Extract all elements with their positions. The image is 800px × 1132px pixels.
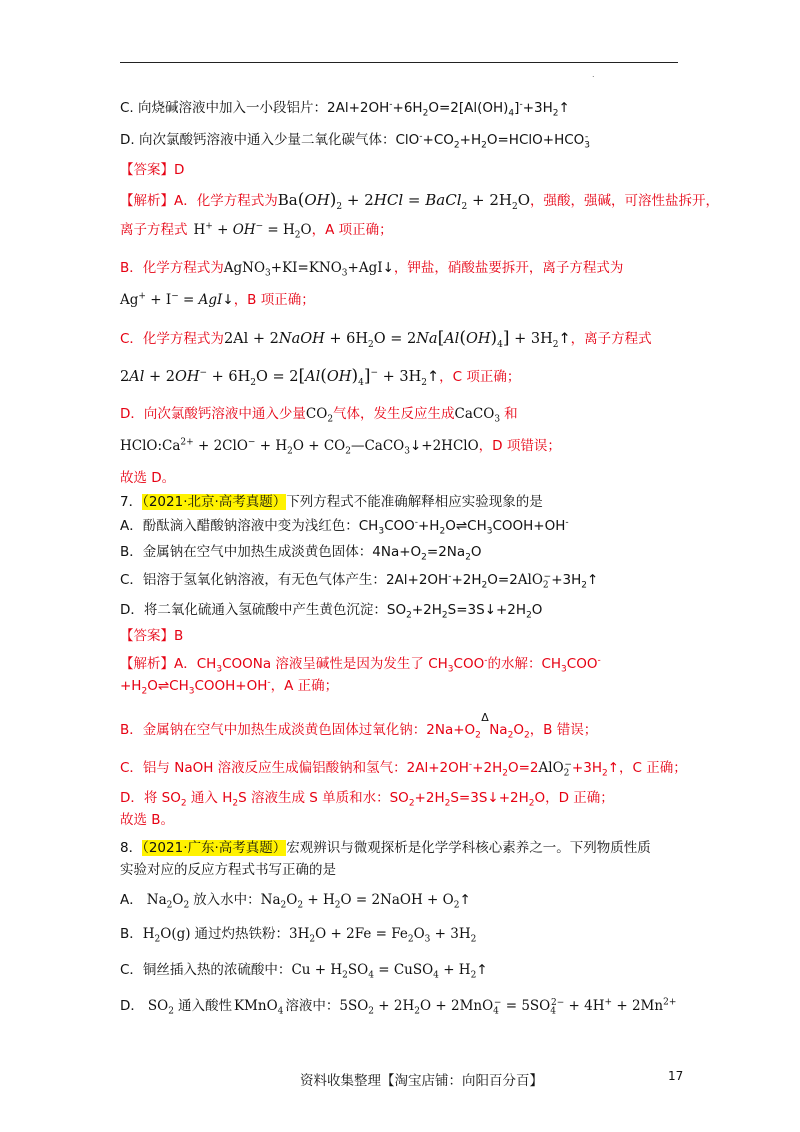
q7-option-a: A．酚酞滴入醋酸钠溶液中变为浅红色：$CH_3COO^-+H_2O\rightleftharpoons CH_3COOH+OH^-$ [120,517,569,537]
q6-analysis-a: 【解析】A．化学方程式为$Ba(OH)_2 + 2HCl$ = BaCl$_2$ + $2H_2O$，强酸，强碱，可溶性盐拆开， [120,190,720,212]
q8-option-d: D． $SO_2$ 通入酸性 KMnO$_4$ 溶液中：$5SO_2 + 2H_2O + 2MnO_4^- = 5SO_4^{2-} + 4H^+ + 2Mn^{2+}$ [120,997,677,1017]
q7-analysis-b: B．金属钠在空气中加热生成淡黄色固体过氧化钠：$2Na+O_2$ Δ $Na_2O_2$，B 错误； [120,720,597,740]
q6-analysis-d-eq: $HClO:Ca^{2+} + 2ClO^- + H_2O$ + $CO_2—CaCO_3↓+2HClO$，D 项错误； [120,437,561,457]
q8-option-c: C．铜丝插入热的浓硫酸中：$Cu + H_2SO_4$ = CuSO$_4$ + $H_2↑$ [120,962,488,981]
q8-option-a: A． $Na_2O_2$ 放入水中：$Na_2O_2 + H_2O$ = 2NaOH + $O_2↑$ [120,892,471,911]
header-rule [120,62,678,63]
q7-analysis-d: D．将 $SO_2$ 通入 $H_2S$ 溶液生成 S 单质和水：$SO_2+2H_2S=3S↓+2H_2O$，D 正确； [120,790,614,809]
q6-answer: 【答案】D [120,162,185,178]
footer-text: 资料收集整理【淘宝店铺：向阳百分百】 [300,1073,543,1089]
header-dot: . [592,70,595,79]
q6-analysis-b: B．化学方程式为$AgNO_3+KI=KNO_3+AgI↓$，钾盐，硝酸盐要拆开，离子方程式为 [120,260,624,279]
q7-option-c: C．铝溶于氢氧化钠溶液，有无色气体产生：$2Al+2OH^-+2H_2O=2AlO_2^-+3H_2↑$ [120,571,599,591]
q8-source-tag: （2021·广东·高考真题） [142,840,287,856]
q7-analysis-c: C．铝与 NaOH 溶液反应生成偏铝酸钠和氢气：$2Al+2OH^-+2H_2O=2AlO_2^-+3H_2↑$，C 正确； [120,759,687,779]
q7-analysis-a: 【解析】A．$CH_3COONa$ 溶液呈碱性是因为发生了 $CH_3COO^-$的水解：$CH_3COO^-$ [120,655,601,675]
page-number: 17 [668,1069,684,1083]
q7-analysis-a-cont: $+H_2O\rightleftharpoons CH_3COOH+OH^-$，A 正确； [120,677,339,697]
q7-conclusion: 故选 B。 [120,812,175,828]
q6-analysis-c: C．化学方程式为2Al + 2NaOH + $6H_2O = 2Na[Al(OH)_4]$ + $3H_2↑$，离子方程式 [120,328,652,350]
q8-option-b: B．$H_2O(g)$ 通过灼热铁粉：$3H_2O + 2Fe = Fe_2O_3 + 3H_2$ [120,926,477,945]
q7-answer: 【答案】B [120,628,184,644]
q7-option-d: D．将二氧化硫通入氢硫酸中产生黄色沉淀：$SO_2+2H_2S=3S↓+2H_2O$ [120,602,543,621]
q6-analysis-c-ionic: $2Al + 2OH^- + 6H_2O = 2[Al(OH)_4]^-$ + $3H_2↑$，C 项正确； [120,366,521,388]
q8-stem: 8．（2021·广东·高考真题）宏观辨识与微观探析是化学学科核心素养之一。下列物质性质 [120,840,651,856]
q6-option-d: D. 向次氯酸钙溶液中通入少量二氧化碳气体：$ClO^-+CO_2+H_2O=HClO+HCO_3^-$ [120,131,591,151]
q6-analysis-d: D．向次氯酸钙溶液中通入少量$CO_2$气体，发生反应生成CaCO$_3$ 和 [120,406,518,425]
q7-source-tag: （2021·北京·高考真题） [142,494,287,510]
q6-option-c: C. 向烧碱溶液中加入一小段铝片：$2Al+2OH^-+6H_2O=2[Al(OH)_4]^-+3H_2↑$ [120,99,570,119]
q6-conclusion: 故选 D。 [120,470,176,486]
q6-analysis-a-ionic: 离子方程式 $H^+ + OH^- = H_2O$，A 项正确； [120,221,393,241]
q7-option-b: B．金属钠在空气中加热生成淡黄色固体：$4Na+O_2=2Na_2O$ [120,544,482,563]
q8-stem-cont: 实验对应的反应方程式书写正确的是 [120,862,336,878]
q7-stem: 7．（2021·北京·高考真题）下列方程式不能准确解释相应实验现象的是 [120,494,543,510]
q6-analysis-b-ionic: Ag+ + I− = AgI↓，B 项正确； [120,291,315,308]
heat-delta-symbol: Δ [481,711,489,724]
